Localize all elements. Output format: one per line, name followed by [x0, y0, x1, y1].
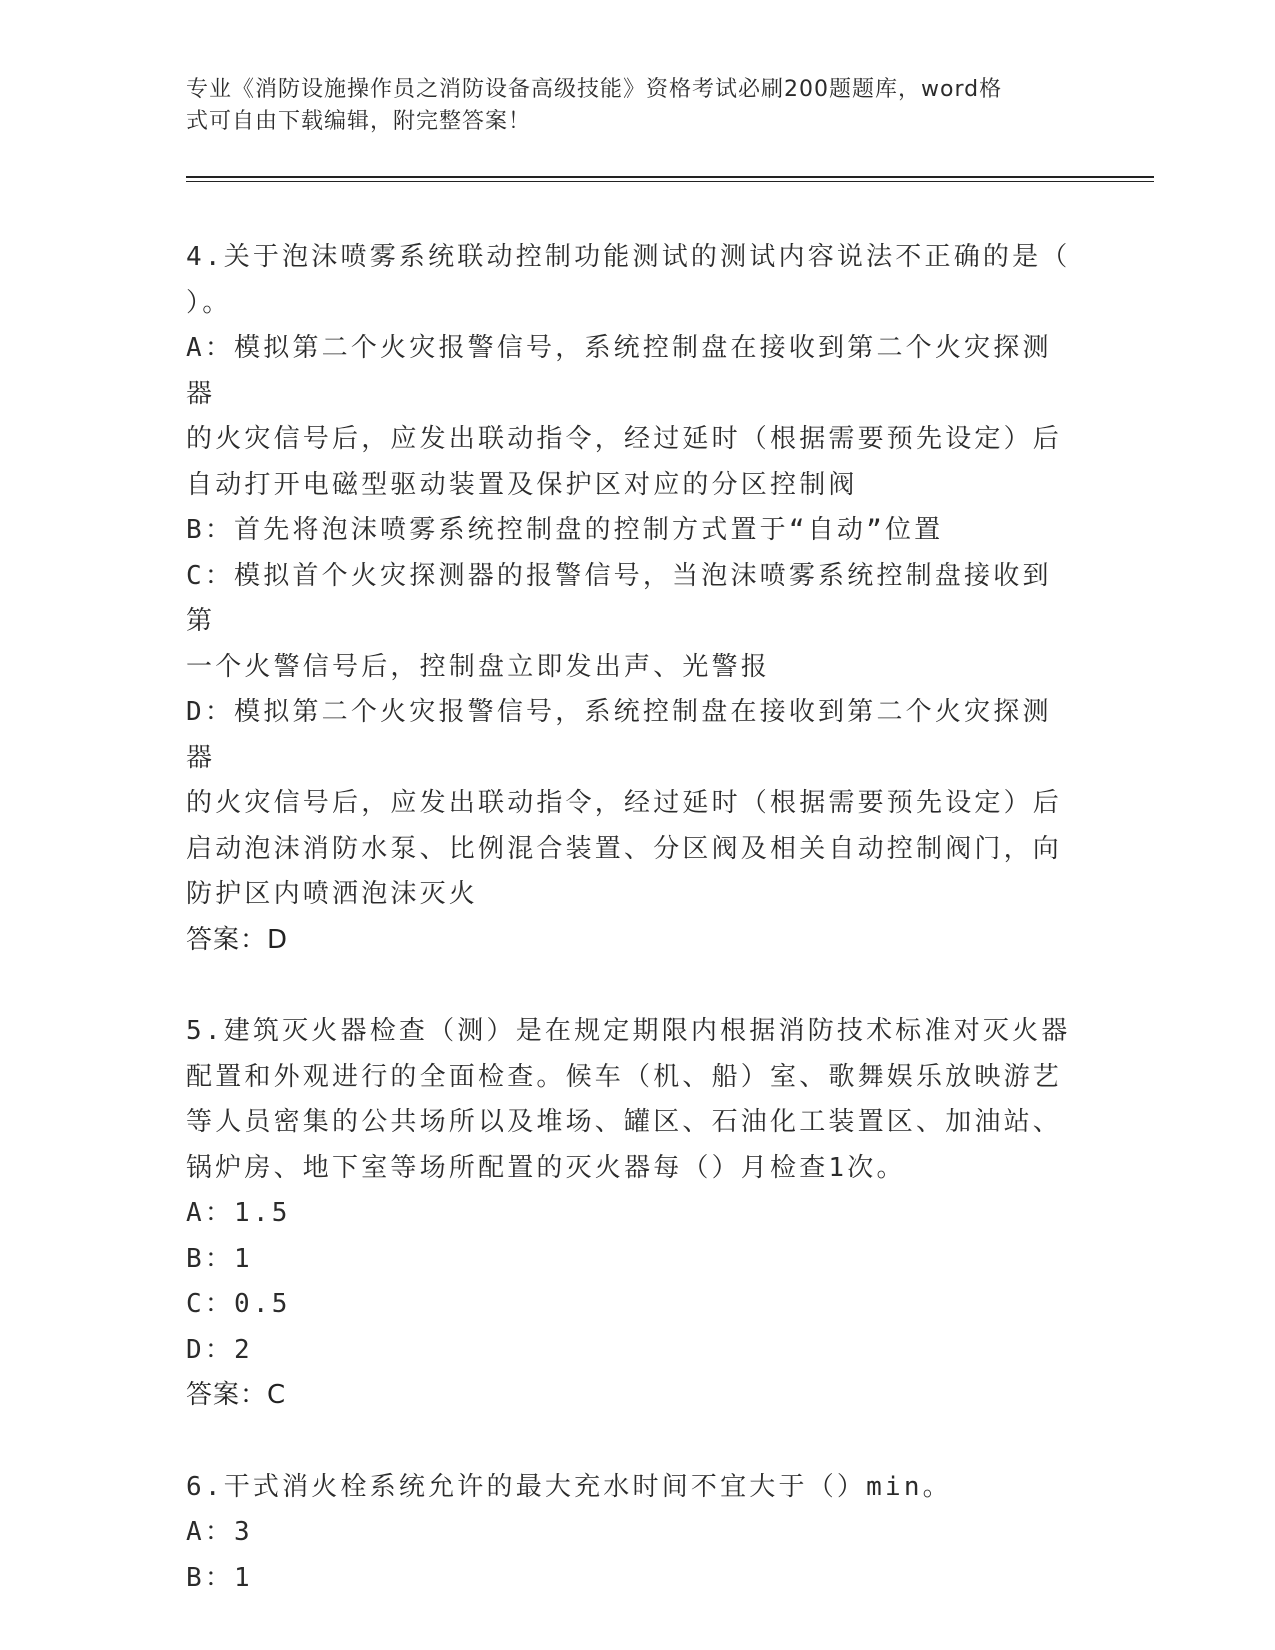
header-divider [186, 181, 1154, 182]
option-a: A：模拟第二个火灾报警信号，系统控制盘在接收到第二个火灾探测器 [186, 333, 1052, 409]
question-stem: 4.关于泡沫喷雾系统联动控制功能测试的测试内容说法不正确的是（ [186, 242, 1071, 272]
document-header [186, 74, 1066, 138]
header-divider [186, 176, 1154, 178]
question-list [186, 235, 1076, 1601]
option-a: A：1.5 [186, 1198, 291, 1228]
question-stem: ）。 [186, 287, 232, 318]
answer-line: 答案：C [186, 1380, 287, 1410]
option-d: D：2 [186, 1334, 253, 1365]
option-c: 一个火警信号后，控制盘立即发出声、光警报 [186, 651, 771, 682]
option-d: D：模拟第二个火灾报警信号，系统控制盘在接收到第二个火灾探测器 [186, 697, 1052, 773]
question-stem: 5.建筑灭火器检查（测）是在规定期限内根据消防技术标准对灭火器 [186, 1016, 1071, 1046]
question-block [186, 1009, 1076, 1419]
question-block [186, 1465, 1076, 1602]
question-stem: 配置和外观进行的全面检查。候车（机、船）室、歌舞娱乐放映游艺 [186, 1061, 1063, 1092]
option-c: C：模拟首个火灾探测器的报警信号，当泡沫喷雾系统控制盘接收到第 [186, 560, 1052, 636]
question-block [186, 235, 1076, 963]
option-b: B：首先将泡沫喷雾系统控制盘的控制方式置于“自动”位置 [186, 515, 944, 545]
header-line: 专业《消防设施操作员之消防设备高级技能》资格考试必刷200题题库，word格 [186, 77, 1003, 102]
answer-line: 答案：D [186, 924, 289, 955]
option-b: B：1 [186, 1243, 253, 1274]
option-b: B：1 [186, 1562, 253, 1593]
option-d: 启动泡沫消防水泵、比例混合装置、分区阀及相关自动控制阀门，向 [186, 833, 1063, 864]
option-a: 自动打开电磁型驱动装置及保护区对应的分区控制阀 [186, 469, 858, 500]
question-stem: 等人员密集的公共场所以及堆场、罐区、石油化工装置区、加油站、 [186, 1107, 1063, 1137]
question-stem: 6.干式消火栓系统允许的最大充水时间不宜大于（）min。 [186, 1471, 952, 1502]
header-line: 式可自由下载编辑，附完整答案！ [186, 109, 532, 134]
option-a: 的火灾信号后，应发出联动指令，经过延时（根据需要预先设定）后 [186, 424, 1063, 454]
option-a: A：3 [186, 1517, 253, 1547]
option-c: C：0.5 [186, 1289, 291, 1319]
option-d: 防护区内喷洒泡沫灭火 [186, 879, 479, 909]
question-stem: 锅炉房、地下室等场所配置的灭火器每（）月检查1次。 [186, 1152, 906, 1183]
option-d: 的火灾信号后，应发出联动指令，经过延时（根据需要预先设定）后 [186, 788, 1063, 818]
